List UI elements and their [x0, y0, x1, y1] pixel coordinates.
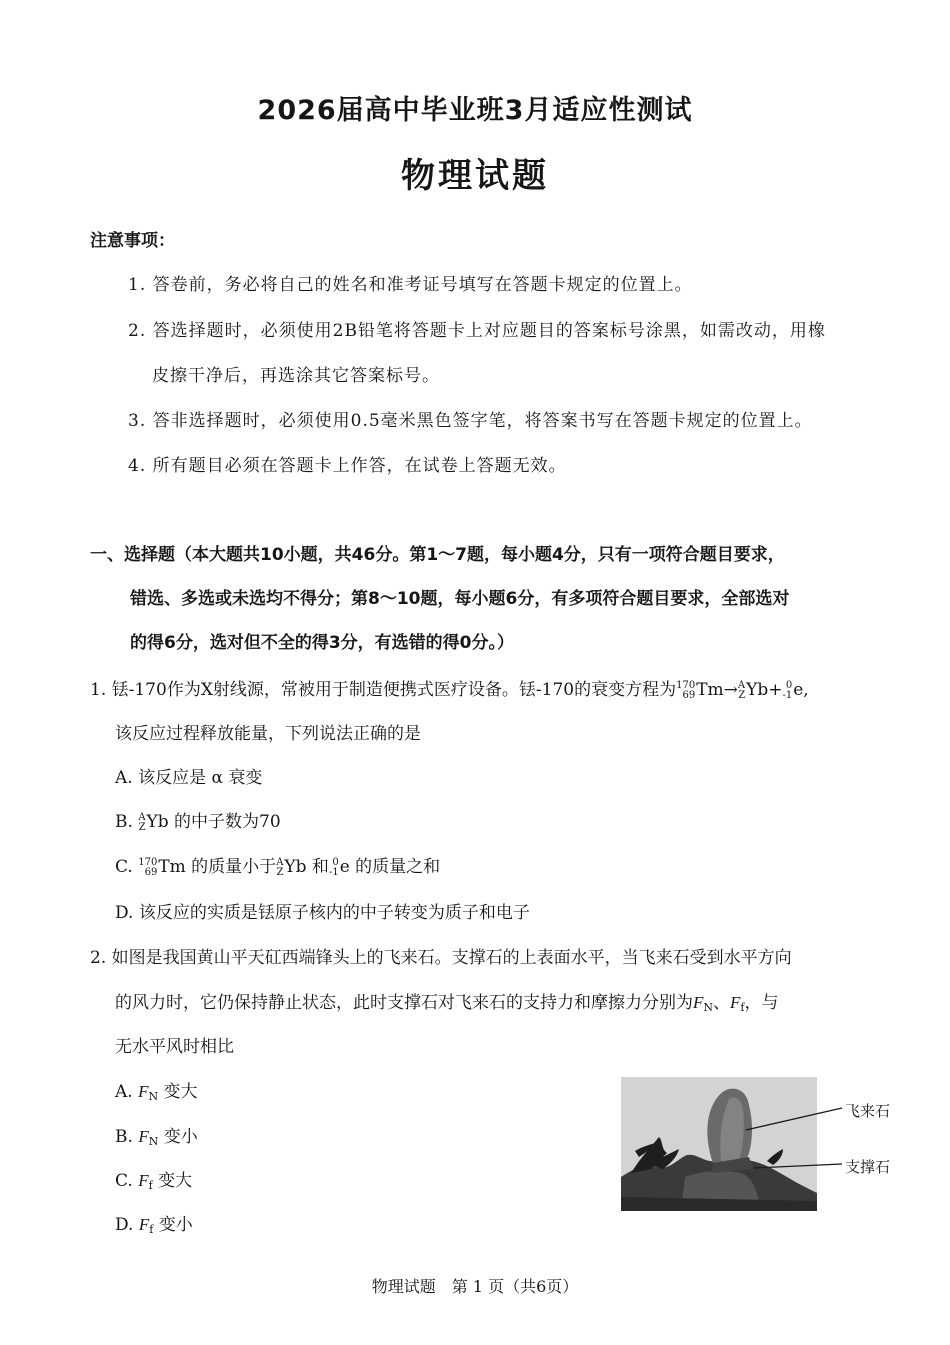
yb-atomic-number: Z	[738, 689, 746, 701]
q1-option-c-text1: Tm 的质量小于	[158, 857, 277, 877]
q1-option-a: A. 该反应是 α 衰变	[115, 768, 263, 788]
q1-stem-line1	[90, 675, 809, 701]
notice-item-2-cont: 皮擦干净后，再选涂其它答案标号。	[152, 366, 440, 386]
exam-title: 2026届高中毕业班3月适应性测试	[257, 95, 693, 126]
q1-option-b	[115, 807, 281, 833]
section-heading-line1: 一、选择题（本大题共10小题，共46分。第1～7题，每小题4分，只有一项符合题目要求，	[90, 545, 785, 565]
q1-option-d: D. 该反应的实质是铥原子核内的中子转变为质子和电子	[115, 903, 530, 923]
section-heading-line3: 的得6分，选对但不全的得3分，有选错的得0分。）	[130, 633, 514, 653]
label-leader-lines	[740, 1100, 850, 1180]
e-symbol: e,	[793, 680, 809, 700]
e-numbers-c: 0 -1	[328, 856, 339, 878]
q2-stem-line2-end: ，与	[744, 993, 779, 1013]
q2-stem-line3: 无水平风时相比	[115, 1037, 234, 1057]
q1-stem-line2: 该反应过程释放能量，下列说法正确的是	[115, 724, 421, 744]
label-flying-rock: 飞来石	[845, 1102, 891, 1120]
notice-item-3: 3. 答非选择题时，必须使用0.5毫米黑色签字笔，将答案书写在答题卡规定的位置上。	[128, 411, 813, 431]
yb-symbol: Yb+	[746, 680, 783, 700]
q2-option-d: D. Ff 变小	[115, 1215, 193, 1236]
yb-numbers-c: A Z	[276, 856, 284, 878]
q1-option-c-prefix: C.	[115, 857, 139, 877]
tm-numbers-c: 170 69	[138, 856, 158, 878]
section-heading-line2: 错选、多选或未选均不得分；第8～10题，每小题6分，有多项符合题目要求，全部选对	[130, 589, 790, 609]
label-support-rock: 支撑石	[845, 1158, 891, 1176]
tm-atomic-number: 69	[682, 689, 696, 701]
tm-nuclide-numbers	[676, 681, 695, 701]
e-mass-number: 0	[785, 679, 793, 691]
q2-stem-line2-text: 的风力时，它仍保持静止状态，此时支撑石对飞来石的支持力和摩擦力分别为	[115, 993, 693, 1013]
e-nuclide-numbers	[783, 681, 793, 701]
q1-option-c-text3: e 的质量之和	[339, 857, 441, 877]
q2-option-c: C. Ff 变大	[115, 1171, 193, 1192]
notice-item-2: 2. 答选择题时，必须使用2B铅笔将答题卡上对应题目的答案标号涂黑，如需改动，用橡	[128, 321, 826, 341]
q2-stem-line1: 2. 如图是我国黄山平天矼西端锋头上的飞来石。支撑石的上表面水平，当飞来石受到水平方向	[90, 948, 792, 968]
yb-mass-number: A	[737, 679, 746, 691]
subject-title: 物理试题	[401, 156, 549, 196]
separator: 、	[713, 993, 731, 1013]
force-symbol-ff: F	[730, 993, 741, 1012]
force-symbol-fn: F	[693, 993, 704, 1012]
notice-item-1: 1. 答卷前，务必将自己的姓名和准考证号填写在答题卡规定的位置上。	[128, 275, 693, 295]
q1-option-c	[115, 852, 440, 878]
q2-option-b: B. FN 变小	[115, 1127, 198, 1148]
notice-item-4: 4. 所有题目必须在答题卡上作答，在试卷上答题无效。	[128, 456, 567, 476]
e-charge-number: -1	[782, 689, 793, 701]
notice-heading: 注意事项：	[90, 231, 175, 251]
page-footer: 物理试题 第 1 页（共6页）	[371, 1277, 579, 1296]
q1-option-c-text2: Yb 和	[284, 857, 329, 877]
yb-nuclide-numbers	[738, 681, 745, 701]
tm-mass-number: 170	[676, 679, 696, 691]
q1-option-b-prefix: B.	[115, 812, 139, 832]
q1-stem-text: 1. 铥-170作为X射线源，常被用于制造便携式医疗设备。铥-170的衰变方程为	[90, 680, 677, 700]
q1-option-b-text: Yb 的中子数为70	[146, 812, 281, 832]
q2-option-a: A. FN 变大	[115, 1082, 198, 1103]
q2-stem-line2	[115, 988, 778, 1014]
tm-symbol: Tm→	[696, 680, 738, 700]
subscript-f: f	[740, 1001, 745, 1014]
yb-numbers-b: A Z	[138, 811, 146, 833]
subscript-n: N	[703, 1001, 714, 1014]
